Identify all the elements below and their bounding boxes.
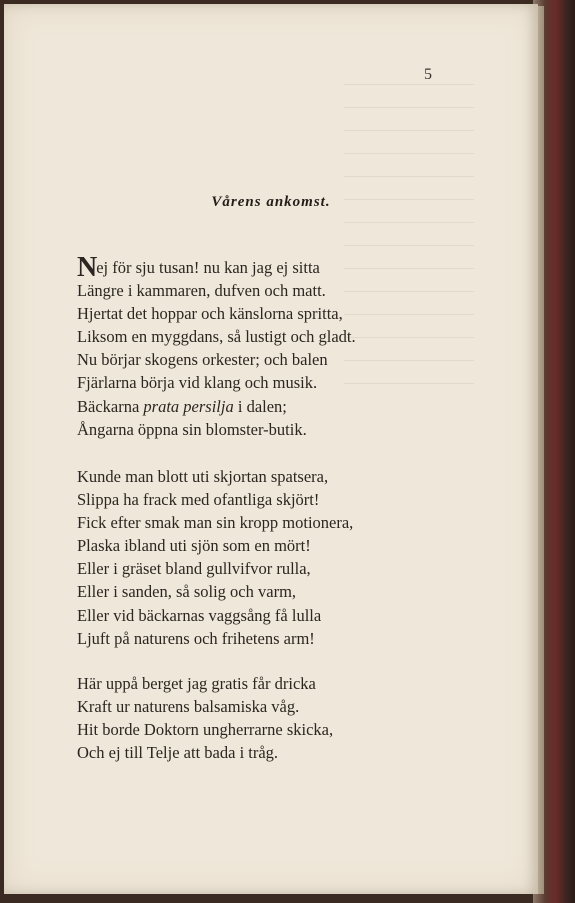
stanza-2 xyxy=(77,465,353,650)
stanza-1 xyxy=(77,252,356,441)
poem-line: Fjärlarna börja vid klang och musik. xyxy=(77,373,318,393)
poem-line: Plaska ibland uti sjön som en mört! xyxy=(77,536,311,556)
poem-line: Hjertat det hoppar och känslorna spritta, xyxy=(77,304,343,324)
poem-line: Fick efter smak man sin kropp motionera, xyxy=(77,513,354,533)
poem-line: Ångarna öppna sin blomster-butik. xyxy=(77,419,307,439)
page-number: 5 xyxy=(424,66,432,83)
poem-line xyxy=(77,252,356,283)
poem-line: Kraft ur naturens balsamiska våg. xyxy=(77,697,300,717)
stanza-3 xyxy=(77,672,333,764)
poem-line: Eller vid bäckarnas vaggsång få lulla xyxy=(77,605,322,625)
emphasized-text: prata persilja xyxy=(143,396,234,416)
poem-line-text: Bäckarna xyxy=(77,396,144,416)
poem-line: Hit borde Doktorn ungherrarne skicka, xyxy=(77,720,334,740)
show-through-text xyxy=(344,84,474,404)
poem-line: Ljuft på naturens och frihetens arm! xyxy=(77,628,315,648)
poem-line-text: ej för sju tusan! nu kan jag ej sitta xyxy=(96,258,320,277)
book-page xyxy=(4,4,538,894)
poem-line-text: i dalen; xyxy=(233,396,287,416)
poem-line: Eller i gräset bland gullvifvor rulla, xyxy=(77,559,311,579)
poem-line: Kunde man blott uti skjortan spatsera, xyxy=(77,467,329,486)
poem-line xyxy=(77,395,356,418)
poem-line: Liksom en myggdans, så lustigt och gladt. xyxy=(77,327,356,347)
poem-line: Eller i sanden, så solig och varm, xyxy=(77,582,297,602)
poem-line: Slippa ha frack med ofantliga skjört! xyxy=(77,490,320,510)
poem-line: Och ej till Telje att bada i tråg. xyxy=(77,743,279,763)
poem-line: Här uppå berget jag gratis får dricka xyxy=(77,674,316,693)
poem-line: Nu börjar skogens orkester; och balen xyxy=(77,350,328,370)
drop-capital: N xyxy=(77,252,97,283)
poem-title: Vårens ankomst. xyxy=(211,194,331,210)
poem-line: Längre i kammaren, dufven och matt. xyxy=(77,281,326,301)
